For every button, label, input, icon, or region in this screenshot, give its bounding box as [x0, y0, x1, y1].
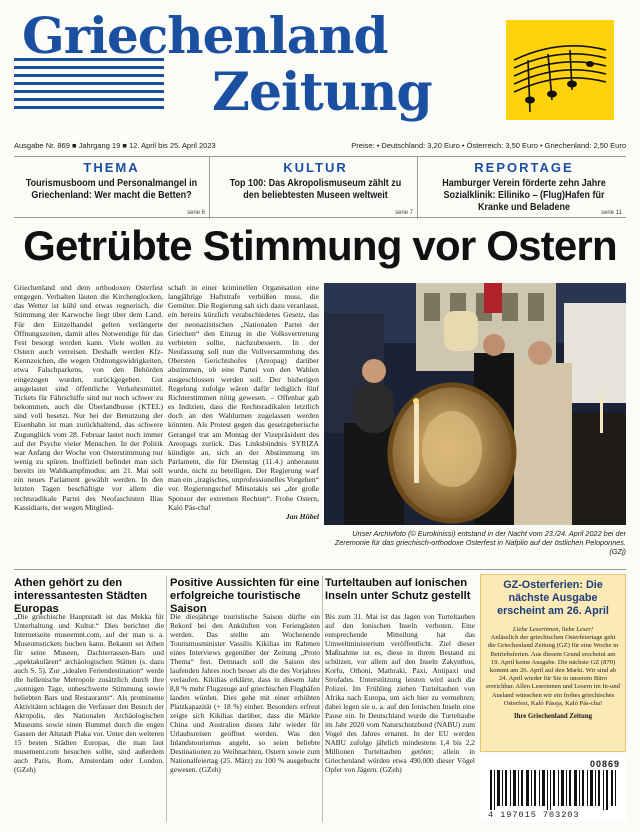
teaser-page-ref: serie 6 — [186, 210, 205, 216]
lead-article-column-2-text: schaft in einer kriminellen Organisation eine langjährige Haftstrafe verbüßen muss, die Gemüter. Die Regierung sah sich dazu veranlasst, ein bereits kürzlich verabschiedetes Gesetz, das der neonazistischen „Nationalen Partei der Griechen“ den Einzug in die Volksvertretung verbieten sollte, nachzubessern. In der Neufassung soll nun die Vollversammlung des Obersten Gerichtshofes (Areopag) darüber abstimmen, ob eine Partei von den Wahlen ausgeschlossen werden soll. Der bisherigen Regelung zufolge wären dafür lediglich fünf Richterstimmen nötig gewesen. – Offenbar gab es Indizien, dass die Rechtsradikalen letztlich doch an den Wahlurnen zugelassen werden könnten. Als Protest gegen das gesetzgeberische Gerangel trat am Montag der Vizepräsident des Areopags zurück. Das Linksbündnis SYRIZA kündigte an, sich an der Abstimmung im Parlament, die für Dienstag (11.4.) anberaumt wurde, nicht zu beteiligen. Der Regierung warf man ein „tragisches, unprofessionelles Vorgehen“ vor. Regierungschef Mitsotakis sei „der große Sponsor der extremen Rechten“. Frohe Ostern, Kaló Pás-cha! — [168, 283, 319, 512]
notice-text: Anlässlich der griechischen Osterfeiertage geht die Griechenland Zeitung (GZ) für eine Woche in Betriebsferien. Aus diesem Grund erscheint am 19. April keine Ausgabe. Die nächste GZ (870) kommt am 26. April auf den Markt. Wir sind ab 24. April wieder für Sie in unserem Büro erreichbar. Allen Leserinnen und Lesern im In-und Ausland wünschen wir ein frohes griechisches Osterfest, Kaló Pássja, Kaló Pás-cha! — [486, 634, 620, 707]
teaser-bar — [14, 156, 626, 218]
teaser-category: THEMA — [83, 160, 140, 175]
article-athen-headline[interactable]: Athen gehört zu den interessantesten Städten Europas — [14, 577, 148, 615]
teaser-category: REPORTAGE — [474, 160, 574, 175]
column-separator — [166, 576, 167, 822]
teaser-kultur[interactable] — [214, 157, 418, 219]
barcode — [480, 756, 626, 822]
section-divider — [14, 569, 626, 570]
issue-meta-row — [14, 141, 626, 153]
teaser-page-ref: serie 11 — [601, 210, 622, 216]
barcode-digits: 4 197015 703203 — [488, 810, 580, 820]
masthead-title-line2: Zeitung — [212, 62, 432, 123]
lyre-logo-icon — [506, 20, 614, 120]
teaser-page-ref: serie 7 — [394, 210, 413, 216]
article-author: Jan Hübel — [285, 511, 319, 521]
easter-ceremony-photo — [324, 283, 626, 525]
masthead-stripes — [14, 58, 164, 114]
notice-signature: Ihre Griechenland Zeitung — [513, 713, 593, 721]
notice-greeting: Liebe Leserinnen, liebe Leser! — [512, 626, 594, 633]
article-doves-headline[interactable]: Turteltauben auf Ionischen Inseln unter Schutz gestellt — [325, 577, 471, 602]
column-separator — [322, 576, 323, 822]
teaser-thema[interactable] — [14, 157, 210, 219]
lead-article-column-2 — [168, 283, 319, 559]
lead-article-column-1: Griechenland und dem orthodoxen Osterfest entgegen. Verhalten läuten die Kirchenglocken, das Wetter ist kühl und etwas regnerisch, die Stimmung der Karwoche liegt über dem Land. Für den Einzelhandel gelten verlängerte Öffnungszeiten, damit alles Notwendige für das Fest besorgt werden kann. Viele wollen zu Ostern auch verreisen. Deshalb werden Kfz-Kennzeichen, die wegen Ordnungswidrigkeiten, etwa Falschparkens, von den Behörden eingezogen wurden, zurückgegeben. Gut ausgelastet sind öffentliche Verkehrsmittel. Tickets für Fährschiffe sind nur noch schwer zu bekommen, auch die Überlandbusse (KTEL) sind voll besetzt. Nur bei der Benutzung der Eisenbahn ist man zurückhaltend, das schwere Zugunglück vom 28. Februar lastet noch immer auf der Psyche vieler Menschen. In der Politik war Anfang der Woche von Osterstimmung nur wenig zu spüren. Inoffiziell befindet man sich bereits im Wahlkampfmodus: am 21. Mai soll ein neues Parlament gewählt werden. In den letzten Tagen beschäftigte vor allem die rechtsradikale Partei des Neofaschisten Ilias Kassidiaris, der wegen Mitglied- — [14, 283, 163, 512]
teaser-reportage[interactable] — [422, 157, 626, 219]
photo-caption: Unser Archivfoto (© Eurokinissi) entstand in der Nacht vom 23./24. April 2022 bei der Zeremonie für das griechisch-orthodoxe Osterfest in Nafplio auf der östlichen Peloponnes. (GZj) — [334, 529, 626, 556]
teaser-category: KULTUR — [283, 160, 348, 175]
teaser-headline: Top 100: Das Akropolismuseum zählt zu den beliebtesten Museen weltweit — [229, 178, 402, 201]
article-athen-body: „Die griechische Hauptstadt ist das Mekka für Unterhaltung und Kultur.“ Dies berichtet die Internetseite museemnt.com, auf der man u. a. Museumstickets buchen kann. Bekannt sei Athen für seine Museen, Dachterrassen-Bars und „spektakulären“ archäologischen Stätten (s. dazu auch S. 5). Zur „idealen Feriendestination“ werde die hellenische Metropole zusätzlich durch ihre „sonnigen Tage, unbeschwerte Stimmung sowie beliebten Bars und Restaurants“. Als prominente Aktivitäten schlagen die Verfasser den Besuch der Akropolis, des Nationalen Archäologischen Museums sowie einen Bummel durch die engen Gassen der Altstadt Plaka vor. Unter den weiteren 15 besten Städten Europas, die man laut musement.com besuchen sollte, sind außerdem auch Paris, Rom, Amsterdam oder London. (GZeh) — [14, 612, 164, 774]
main-headline: Getrübte Stimmung vor Ostern — [23, 222, 617, 269]
teaser-headline: Tourismusboom und Personalmangel in Griechenland: Wer macht die Betten? — [25, 178, 198, 201]
article-tourism-body: Die diesjährige touristische Saison dürfte ein Rekord bei den Ankünften von Feriengästen werden. Das stellte am Wochenende Tourismusminister Vassilis Kikilias im Rahmen eines Interviews gegenüber der Zeitung „Proto Thema“ fest. Demnach soll die Saison des laufenden Jahres noch besser als die des Vorjahres verlaufen. Kikilias erklärte, dass in diesem Jahr 8,8 % mehr Flugzeuge auf griechischen Flughäfen landen würden. Dies gehe mit einer erhöhten Platzkapazität (+ 18 %) einher. Besonders erfreut zeigte sich Kikilias darüber, dass die Märkte China und Australien dieses Jahr wieder für Urlaubsreisen geöffnet werden. Was den Inlandstourismus angeht, so seien beliebte Destinationen zu Weihnachten, Ostern sowie zum Nationalfeiertag (25. März) zu 100 % ausgebucht gewesen. (GZeh) — [170, 612, 320, 774]
notice-body — [481, 626, 625, 708]
masthead-title-line1: Griechenland — [22, 6, 388, 65]
holiday-notice-box — [480, 574, 626, 752]
article-tourism-headline[interactable]: Positive Aussichten für eine erfolgreiche touristische Saison — [170, 577, 320, 615]
article-doves-body: Bis zum 31. Mai ist das Jagen von Turteltauben auf den Ionischen Inseln verboten. Eine entsprechende Mitteilung hat das Umweltministerium veröffentlicht. Ziel dieser Maßnahme ist es, diese in ihrem Bestand zu schützen, vor allem auf den Inseln Zakynthos, Korfu, Othoni, Mathraki, Paxi, Antipaxi und Strofades. Unterstützung leisten wird auch die Polizei. Im Frühling ziehen Turteltauben von Afrika nach Europa, um sich hier zu vermehren; dabei legen sie u. a. auf den Ionischen Inseln eine Pause ein. In Deutschland wurde die Turteltaube im Jahr 2020 vom Naturschutzbund (NABU) zum Vogel des Jahres ernannt. In der EU werden NABU zufolge jährlich mindestens 1,4 bis 2,2 Millionen Turteltauben getötet; allein in Griechenland würden etwa 490.000 dieser Vögel Opfer von Jägern. (GZeh) — [325, 612, 475, 774]
issue-info: Ausgabe Nr. 869 ■ Jahrgang 19 ■ 12. April bis 25. April 2023 — [14, 141, 216, 150]
masthead — [14, 6, 626, 138]
notice-title: GZ-Osterferien: Die nächste Ausgabe erscheint am 26. April — [497, 579, 609, 617]
barcode-issue-number: 00869 — [589, 759, 620, 769]
teaser-headline: Hamburger Verein förderte zehn Jahre Sozialklinik: Elliniko – (Flug)Hafen für Kranke und Beladene — [442, 178, 606, 213]
price-info: Preise: • Deutschland: 3,20 Euro • Österreich: 3,50 Euro • Griechenland: 2,50 Euro — [351, 141, 626, 150]
